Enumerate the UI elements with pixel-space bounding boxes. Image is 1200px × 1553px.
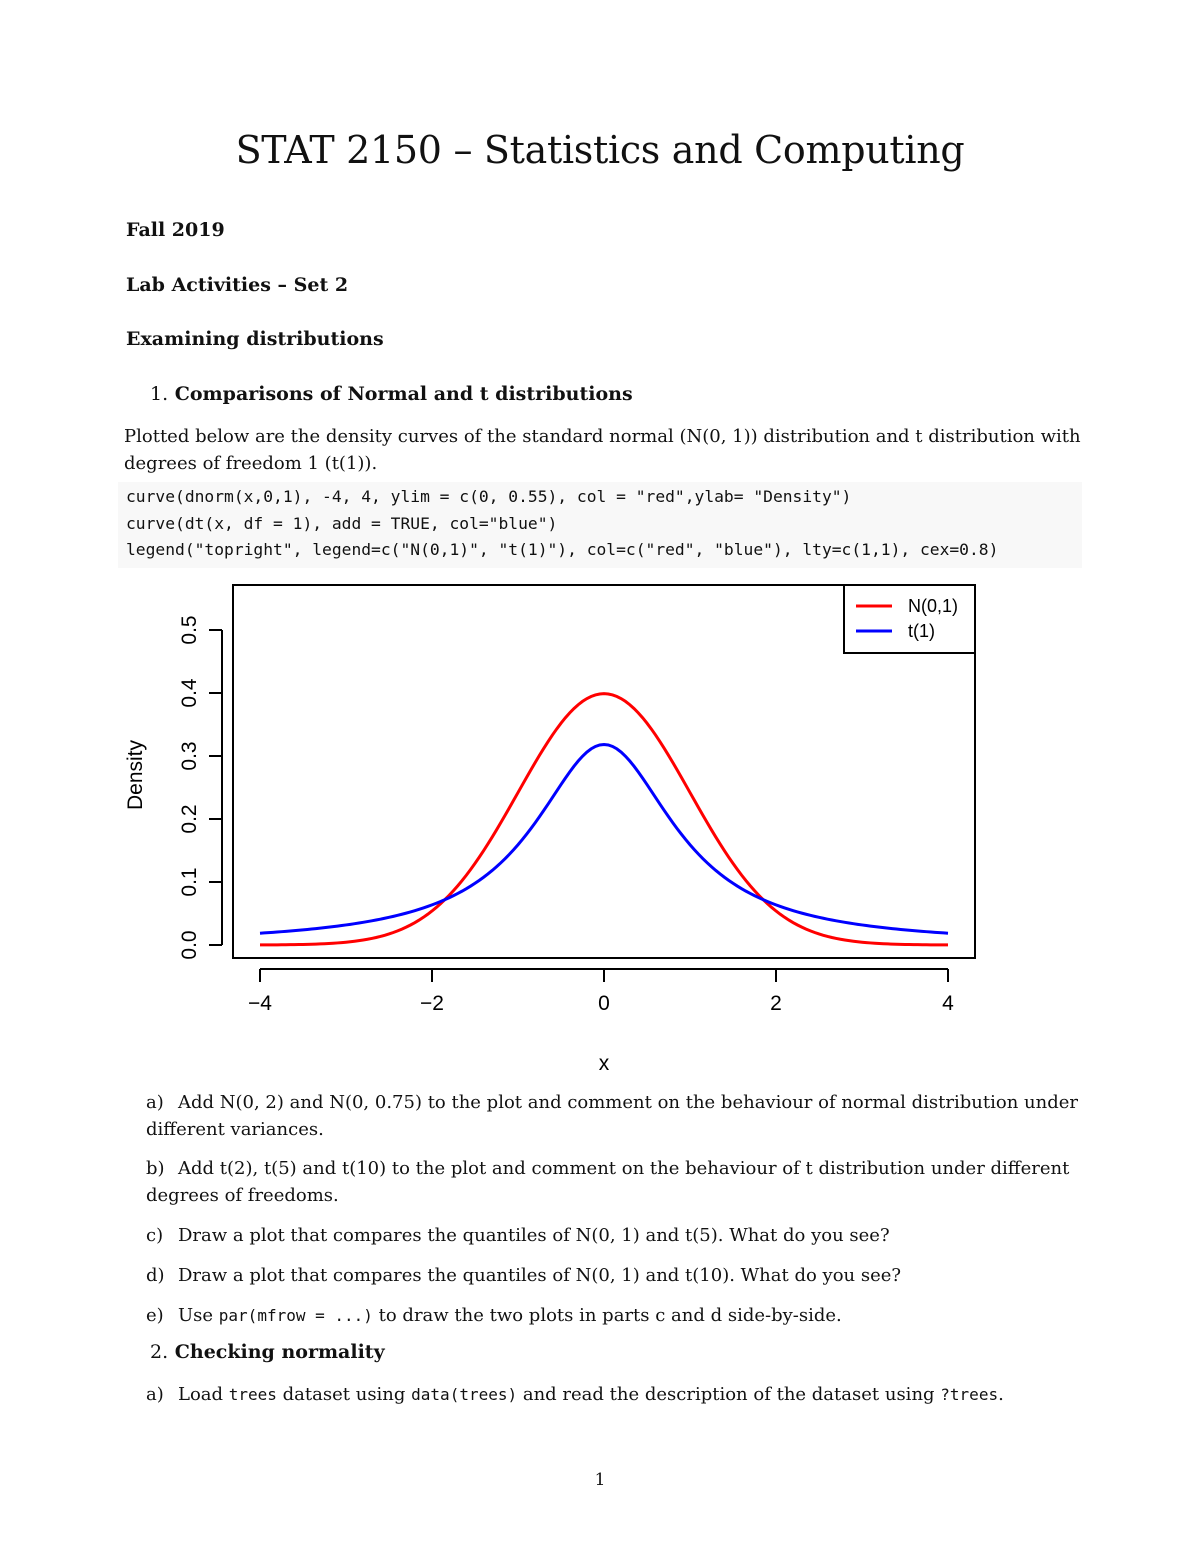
question-e-label: e) [146, 1305, 164, 1326]
lab-heading: Lab Activities – Set 2 [126, 274, 349, 296]
y-axis-label: Density [124, 739, 147, 811]
y-tick-label: 0.0 [178, 930, 201, 960]
question-2a [146, 1381, 1086, 1408]
y-tick-label: 0.4 [178, 678, 201, 708]
x-axis-label: x [598, 1052, 610, 1075]
question-a-label: a) [146, 1092, 164, 1113]
item2-heading [150, 1341, 385, 1363]
intro-paragraph: Plotted below are the density curves of the standard normal (N(0, 1)) distribution and t distribution with degrees of freedom 1 (t(1)). [124, 426, 1081, 474]
question-c [146, 1222, 1086, 1249]
x-tick-label: −2 [420, 992, 444, 1015]
question-2a-code-c: ?trees [940, 1385, 999, 1404]
question-e [146, 1302, 1086, 1329]
question-a-text: Add N(0, 2) and N(0, 0.75) to the plot and comment on the behaviour of normal distribution under different variances. [146, 1092, 1078, 1140]
question-2a-label: a) [146, 1384, 164, 1405]
section-heading: Examining distributions [126, 328, 384, 350]
x-tick-label: −4 [248, 992, 272, 1015]
question-b-text: Add t(2), t(5) and t(10) to the plot and comment on the behaviour of t distribution under different degrees of freedoms. [146, 1158, 1070, 1206]
code-line-3: legend("topright", legend=c("N(0,1)", "t(1)"), col=c("red", "blue"), lty=c(1,1), cex=0.8) [126, 540, 999, 559]
item1-title: Comparisons of Normal and t distributions [174, 383, 633, 405]
page-title: STAT 2150 – Statistics and Computing [235, 128, 965, 172]
code-line-2: curve(dt(x, df = 1), add = TRUE, col="blue") [126, 513, 558, 533]
question-2a-code-b: data(trees) [411, 1385, 518, 1404]
density-chart [110, 575, 1010, 1085]
code-line-1: curve(dnorm(x,0,1), -4, 4, ylim = c(0, 0.55), col = "red",ylab= "Density") [126, 487, 852, 506]
question-b-label: b) [146, 1158, 165, 1179]
question-2a-text-b: dataset using [276, 1384, 412, 1405]
x-tick-label: 2 [770, 992, 782, 1015]
question-2a-text-c: and read the description of the dataset using [517, 1384, 941, 1405]
series-line-t1 [260, 744, 948, 933]
legend-label: N(0,1) [908, 596, 959, 616]
y-tick-label: 0.3 [178, 741, 201, 771]
code-block [118, 482, 1082, 568]
term-heading: Fall 2019 [126, 219, 225, 241]
item1-number: 1. [150, 383, 169, 405]
series-line-normal [260, 694, 948, 945]
question-b [146, 1155, 1086, 1209]
question-d [146, 1262, 1086, 1289]
question-e-text-a: Use [178, 1305, 219, 1326]
page-number: 1 [594, 1470, 606, 1490]
question-e-text-b: to draw the two plots in parts c and d side-by-side. [372, 1305, 842, 1326]
item1-heading [150, 383, 633, 405]
item2-number: 2. [150, 1341, 169, 1363]
question-2a-text-d: . [998, 1384, 1004, 1405]
question-d-label: d) [146, 1265, 165, 1286]
item2-title: Checking normality [174, 1341, 385, 1363]
question-2a-code-a: trees [228, 1385, 277, 1404]
question-c-label: c) [146, 1225, 164, 1246]
y-tick-label: 0.2 [178, 804, 201, 834]
question-2a-text-a: Load [178, 1384, 229, 1405]
question-d-text: Draw a plot that compares the quantiles of N(0, 1) and t(10). What do you see? [178, 1265, 902, 1286]
y-tick-label: 0.5 [178, 615, 201, 645]
question-a [146, 1089, 1086, 1143]
x-tick-label: 4 [942, 992, 954, 1015]
x-tick-label: 0 [598, 992, 610, 1015]
legend-label: t(1) [908, 621, 935, 641]
question-e-code: par(mfrow = ...) [218, 1306, 373, 1325]
question-c-text: Draw a plot that compares the quantiles of N(0, 1) and t(5). What do you see? [178, 1225, 890, 1246]
y-tick-label: 0.1 [178, 867, 201, 897]
